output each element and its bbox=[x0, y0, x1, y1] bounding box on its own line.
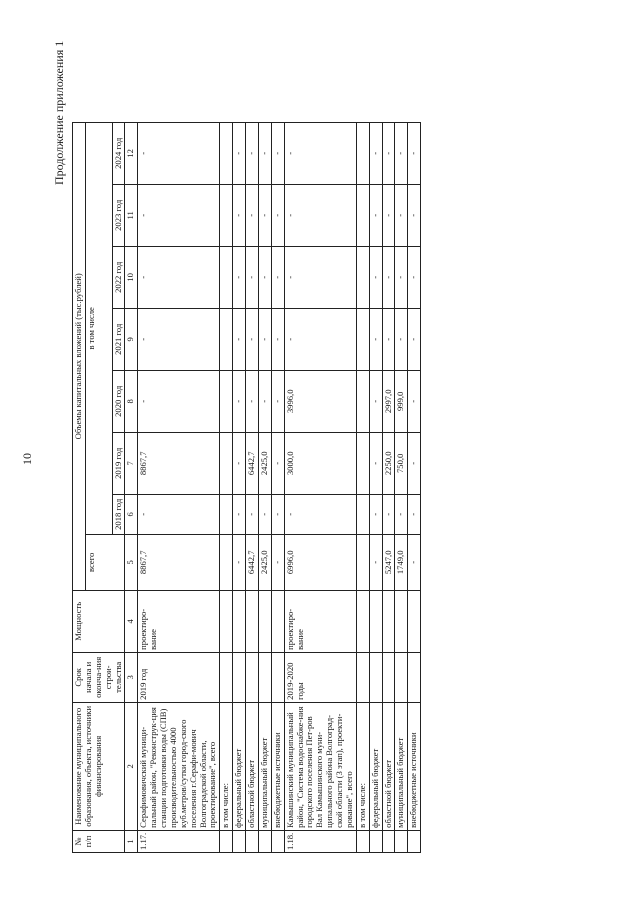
row-value: - bbox=[271, 308, 284, 370]
row-name: областной бюджет bbox=[246, 702, 259, 830]
row-value: - bbox=[395, 308, 408, 370]
row-value: 750,0 bbox=[395, 432, 408, 494]
year-header: 2019 год bbox=[112, 432, 125, 494]
row-value: - bbox=[369, 246, 382, 308]
row-value: - bbox=[395, 246, 408, 308]
row-period: 2019-2020 годы bbox=[284, 652, 356, 702]
row-value: - bbox=[369, 494, 382, 534]
row-value bbox=[356, 246, 369, 308]
column-number-row bbox=[125, 122, 138, 852]
row-period bbox=[258, 652, 271, 702]
year-header: 2018 год bbox=[112, 494, 125, 534]
column-number: 3 bbox=[125, 652, 138, 702]
row-value bbox=[356, 308, 369, 370]
row-value bbox=[356, 370, 369, 432]
row-value: - bbox=[284, 246, 356, 308]
row-value: - bbox=[258, 494, 271, 534]
row-period: 2019 год bbox=[138, 652, 220, 702]
column-number: 9 bbox=[125, 308, 138, 370]
row-value: - bbox=[369, 122, 382, 184]
row-value: - bbox=[271, 432, 284, 494]
row-value: - bbox=[258, 184, 271, 246]
row-value: - bbox=[408, 184, 421, 246]
row-value: 3996,0 bbox=[284, 370, 356, 432]
row-value: - bbox=[138, 246, 220, 308]
page-number: 10 bbox=[20, 453, 34, 465]
table-row bbox=[369, 122, 382, 852]
row-value: - bbox=[284, 494, 356, 534]
row-capacity: проектиро-вание bbox=[138, 590, 220, 652]
row-period bbox=[220, 652, 233, 702]
row-period bbox=[395, 652, 408, 702]
column-number: 1 bbox=[125, 830, 138, 852]
row-value: - bbox=[138, 184, 220, 246]
header-including: в том числе bbox=[85, 122, 112, 534]
table-row bbox=[284, 122, 356, 852]
row-value: - bbox=[369, 534, 382, 590]
column-number: 6 bbox=[125, 494, 138, 534]
row-capacity bbox=[369, 590, 382, 652]
row-value: - bbox=[408, 432, 421, 494]
column-number: 8 bbox=[125, 370, 138, 432]
capital-investment-table bbox=[72, 122, 421, 853]
row-period bbox=[356, 652, 369, 702]
header-capacity: Мощность bbox=[73, 590, 125, 652]
row-value: 2425,0 bbox=[258, 534, 271, 590]
table-row bbox=[258, 122, 271, 852]
year-header: 2024 год bbox=[112, 122, 125, 184]
row-capacity bbox=[220, 590, 233, 652]
header-total: всего bbox=[85, 534, 125, 590]
row-value: - bbox=[138, 494, 220, 534]
row-value: - bbox=[284, 308, 356, 370]
row-name: Серафимовичский муници-пальный район, "Реконструк-ция станции подготовки воды (СПВ) производительностью 4000 куб.метров/сутки город-ского поселения г.Серафи-мович Волгоградской области, проектирование", всего bbox=[138, 702, 220, 830]
row-value: 3000,0 bbox=[284, 432, 356, 494]
row-value: - bbox=[382, 308, 395, 370]
column-number: 11 bbox=[125, 184, 138, 246]
row-value: - bbox=[258, 308, 271, 370]
row-value bbox=[220, 494, 233, 534]
row-value: - bbox=[369, 184, 382, 246]
row-period bbox=[382, 652, 395, 702]
row-name: Камышинский муниципальный район, "Система водоснабже-ния городского поселения Пет-ров Вал Камышинского муни-ципального района Волгоград-ской области (3 этап), проекти-рование", всего bbox=[284, 702, 356, 830]
row-period bbox=[246, 652, 259, 702]
table-row bbox=[395, 122, 408, 852]
row-value: - bbox=[395, 494, 408, 534]
row-period bbox=[408, 652, 421, 702]
row-value: - bbox=[258, 246, 271, 308]
table-body bbox=[138, 122, 421, 852]
row-value: - bbox=[408, 494, 421, 534]
row-name: внебюджетные источники bbox=[408, 702, 421, 830]
row-capacity bbox=[271, 590, 284, 652]
row-value: - bbox=[258, 370, 271, 432]
row-value: - bbox=[408, 370, 421, 432]
row-value: - bbox=[382, 246, 395, 308]
row-number bbox=[258, 830, 271, 852]
column-number: 4 bbox=[125, 590, 138, 652]
row-value: - bbox=[382, 122, 395, 184]
page-caption: Продолжение приложения 1 bbox=[52, 40, 66, 185]
row-value bbox=[220, 534, 233, 590]
row-number bbox=[220, 830, 233, 852]
row-number bbox=[271, 830, 284, 852]
row-value: 999,0 bbox=[395, 370, 408, 432]
row-capacity: проектиро-вание bbox=[284, 590, 356, 652]
row-value: - bbox=[271, 122, 284, 184]
row-period bbox=[369, 652, 382, 702]
row-name: муниципальный бюджет bbox=[395, 702, 408, 830]
row-value: - bbox=[246, 122, 259, 184]
year-header: 2020 год bbox=[112, 370, 125, 432]
row-value: - bbox=[233, 534, 246, 590]
row-value: - bbox=[233, 494, 246, 534]
row-value: - bbox=[138, 370, 220, 432]
row-value: - bbox=[246, 308, 259, 370]
column-number: 10 bbox=[125, 246, 138, 308]
row-value: - bbox=[233, 184, 246, 246]
row-value: - bbox=[233, 246, 246, 308]
table-row bbox=[408, 122, 421, 852]
row-value bbox=[220, 246, 233, 308]
row-value: 2425,0 bbox=[258, 432, 271, 494]
row-value: 2997,0 bbox=[382, 370, 395, 432]
year-header: 2021 год bbox=[112, 308, 125, 370]
row-value: - bbox=[246, 370, 259, 432]
table-row bbox=[233, 122, 246, 852]
row-value: - bbox=[271, 246, 284, 308]
row-value: - bbox=[246, 184, 259, 246]
column-number: 2 bbox=[125, 702, 138, 830]
row-value: - bbox=[138, 122, 220, 184]
row-value: - bbox=[233, 122, 246, 184]
row-value: - bbox=[246, 246, 259, 308]
row-value bbox=[356, 534, 369, 590]
row-capacity bbox=[408, 590, 421, 652]
row-capacity bbox=[395, 590, 408, 652]
row-name: внебюджетные источники bbox=[271, 702, 284, 830]
table-row bbox=[271, 122, 284, 852]
table-row bbox=[220, 122, 233, 852]
row-number bbox=[408, 830, 421, 852]
row-value: 6996,0 bbox=[284, 534, 356, 590]
row-number bbox=[395, 830, 408, 852]
row-number: 1.18. bbox=[284, 830, 356, 852]
row-value bbox=[356, 494, 369, 534]
row-value: - bbox=[284, 184, 356, 246]
row-value bbox=[220, 432, 233, 494]
row-value: - bbox=[271, 370, 284, 432]
row-value: 8867,7 bbox=[138, 432, 220, 494]
row-capacity bbox=[356, 590, 369, 652]
row-number bbox=[233, 830, 246, 852]
table-row bbox=[356, 122, 369, 852]
row-value: - bbox=[271, 184, 284, 246]
column-number: 12 bbox=[125, 122, 138, 184]
row-value: 6442,7 bbox=[246, 432, 259, 494]
header-name: Наименование муниципального образования, объекта, источники финансирования bbox=[73, 702, 125, 830]
row-value: - bbox=[284, 122, 356, 184]
row-name: в том числе: bbox=[356, 702, 369, 830]
row-value: 1749,0 bbox=[395, 534, 408, 590]
header-period: Срок начала и оконча-ния строи-тельства bbox=[73, 652, 125, 702]
row-value: - bbox=[408, 534, 421, 590]
row-value bbox=[356, 432, 369, 494]
row-value: - bbox=[246, 494, 259, 534]
row-value bbox=[220, 308, 233, 370]
row-value: - bbox=[395, 184, 408, 246]
row-value: - bbox=[395, 122, 408, 184]
column-number: 5 bbox=[125, 534, 138, 590]
row-value: - bbox=[233, 308, 246, 370]
row-value bbox=[356, 184, 369, 246]
header-num: № п/п bbox=[73, 830, 125, 852]
row-value: - bbox=[382, 494, 395, 534]
row-value bbox=[220, 370, 233, 432]
row-number: 1.17. bbox=[138, 830, 220, 852]
year-header: 2022 год bbox=[112, 246, 125, 308]
row-number bbox=[356, 830, 369, 852]
row-name: федеральный бюджет bbox=[369, 702, 382, 830]
row-name: федеральный бюджет bbox=[233, 702, 246, 830]
year-header: 2023 год bbox=[112, 184, 125, 246]
table-row bbox=[246, 122, 259, 852]
row-value: 5247,0 bbox=[382, 534, 395, 590]
table-row bbox=[382, 122, 395, 852]
column-number: 7 bbox=[125, 432, 138, 494]
row-value: - bbox=[369, 370, 382, 432]
row-value bbox=[220, 122, 233, 184]
row-name: областной бюджет bbox=[382, 702, 395, 830]
row-value: - bbox=[408, 308, 421, 370]
row-value: - bbox=[369, 432, 382, 494]
row-period bbox=[233, 652, 246, 702]
row-value bbox=[356, 122, 369, 184]
row-value: - bbox=[271, 494, 284, 534]
row-name: муниципальный бюджет bbox=[258, 702, 271, 830]
row-name: в том числе: bbox=[220, 702, 233, 830]
row-value: - bbox=[382, 184, 395, 246]
row-value: - bbox=[233, 432, 246, 494]
row-value: 8867,7 bbox=[138, 534, 220, 590]
header-volumes: Объемы капитальных вложений (тыс.рублей) bbox=[73, 122, 86, 590]
row-capacity bbox=[233, 590, 246, 652]
row-value: - bbox=[138, 308, 220, 370]
row-number bbox=[246, 830, 259, 852]
row-value: - bbox=[408, 122, 421, 184]
row-number bbox=[369, 830, 382, 852]
row-period bbox=[271, 652, 284, 702]
row-value: - bbox=[271, 534, 284, 590]
row-value: 2250,0 bbox=[382, 432, 395, 494]
row-capacity bbox=[246, 590, 259, 652]
row-value bbox=[220, 184, 233, 246]
row-value: 6442,7 bbox=[246, 534, 259, 590]
row-capacity bbox=[382, 590, 395, 652]
row-value: - bbox=[369, 308, 382, 370]
row-capacity bbox=[258, 590, 271, 652]
row-value: - bbox=[233, 370, 246, 432]
row-number bbox=[382, 830, 395, 852]
table-row bbox=[138, 122, 220, 852]
row-value: - bbox=[408, 246, 421, 308]
row-value: - bbox=[258, 122, 271, 184]
